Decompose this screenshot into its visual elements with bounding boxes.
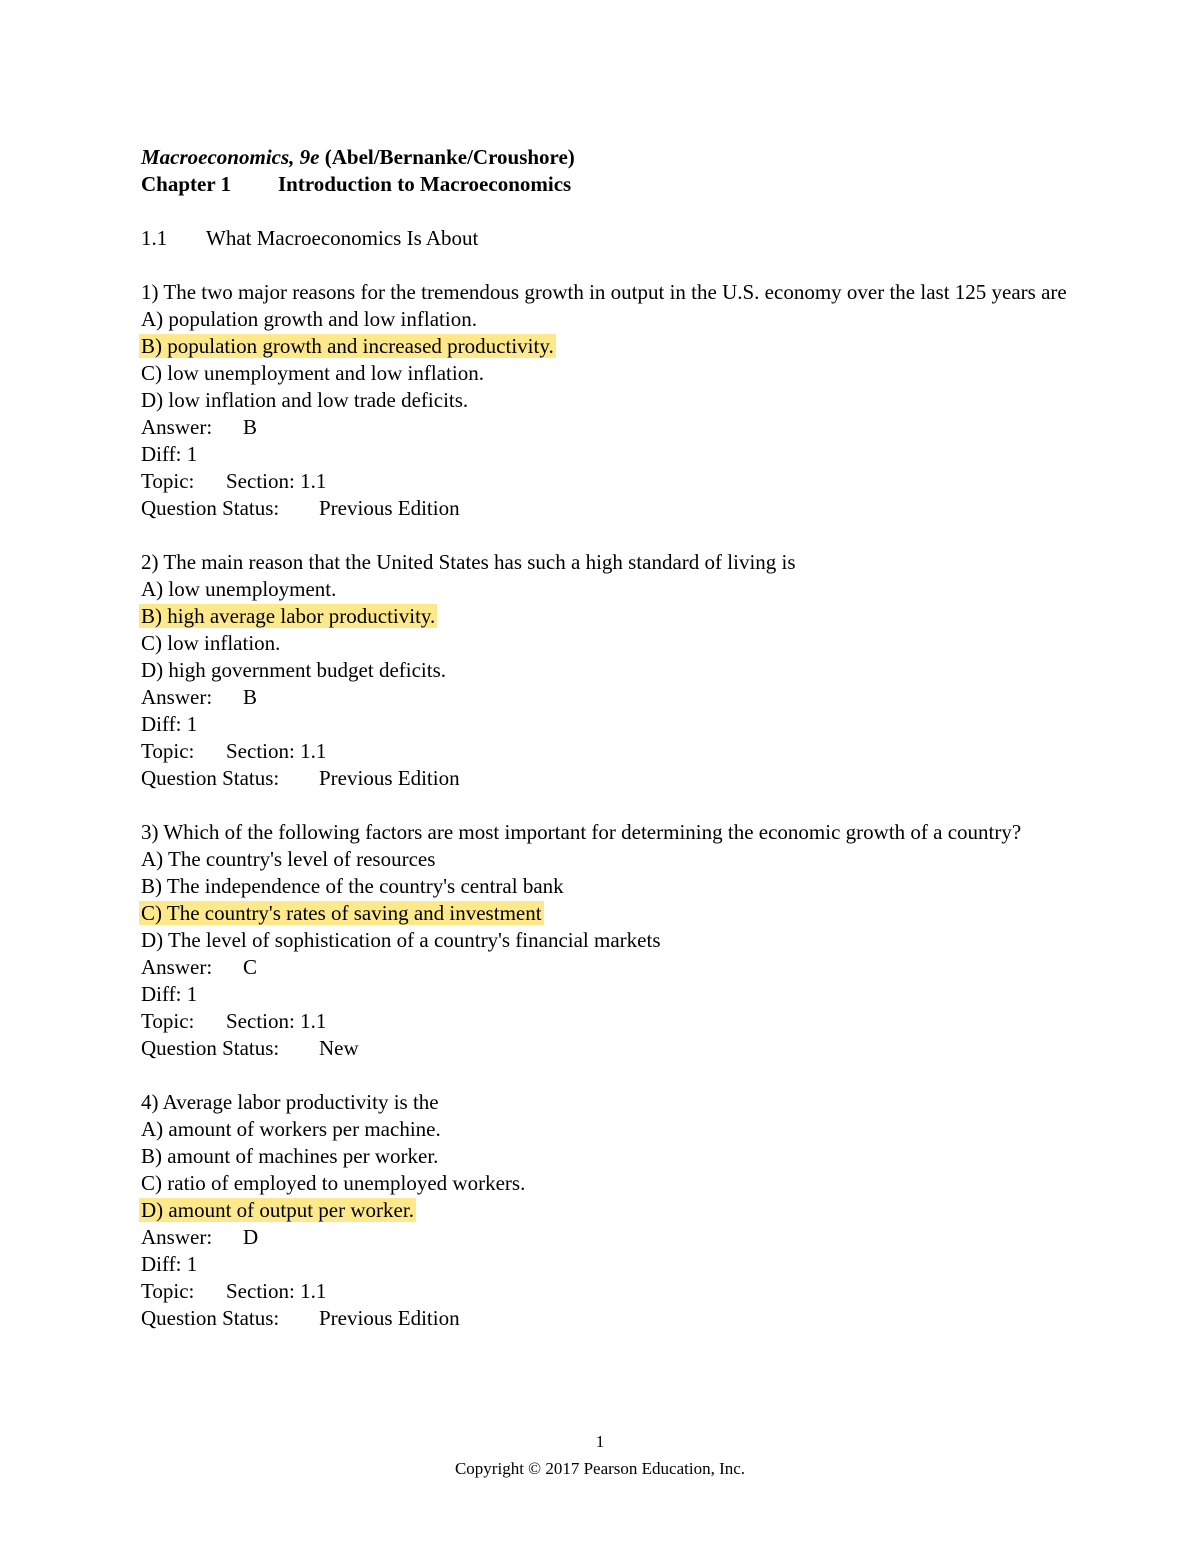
section-title: What Macroeconomics Is About	[206, 226, 479, 250]
answer-value: C	[243, 955, 258, 979]
topic-value: Section: 1.1	[226, 469, 327, 493]
chapter-title: Introduction to Macroeconomics	[278, 172, 572, 196]
highlighted-correct-option: B) high average labor productivity.	[141, 604, 436, 628]
copyright-footer: Copyright © 2017 Pearson Education, Inc.	[454, 1459, 746, 1478]
diff-line: Diff: 1	[141, 1252, 198, 1276]
status-value: Previous Edition	[319, 766, 460, 790]
spacer	[141, 792, 1071, 819]
highlighted-correct-option: D) amount of output per worker.	[141, 1198, 414, 1222]
spacer	[141, 522, 1071, 549]
option-c	[141, 900, 1071, 927]
question-stem: 1) The two major reasons for the tremendous growth in output in the U.S. economy over the last 125 years are	[141, 280, 1067, 304]
answer-line: Answer: B	[141, 415, 258, 439]
option-c: C) low unemployment and low inflation.	[141, 361, 484, 385]
answer-value: D	[243, 1225, 259, 1249]
answer-line: Answer: D	[141, 1225, 259, 1249]
option-b: B) The independence of the country's central bank	[141, 874, 564, 898]
question-2	[141, 549, 1071, 792]
chapter-heading	[141, 171, 1071, 198]
status-line: Question Status: New	[141, 1036, 359, 1060]
topic-line: Topic: Section: 1.1	[141, 1279, 327, 1303]
topic-value: Section: 1.1	[226, 1009, 327, 1033]
diff-line: Diff: 1	[141, 982, 198, 1006]
book-authors: (Abel/Bernanke/Croushore)	[324, 145, 575, 169]
option-d: D) The level of sophistication of a country's financial markets	[141, 928, 661, 952]
option-d: D) high government budget deficits.	[141, 658, 447, 682]
question-4	[141, 1089, 1071, 1332]
answer-value: B	[243, 415, 258, 439]
option-c: C) ratio of employed to unemployed workers.	[141, 1171, 526, 1195]
answer-line: Answer: B	[141, 685, 258, 709]
diff-line: Diff: 1	[141, 442, 198, 466]
answer-value: B	[243, 685, 258, 709]
option-a: A) population growth and low inflation.	[141, 307, 477, 331]
option-b: B) amount of machines per worker.	[141, 1144, 439, 1168]
section-heading	[141, 225, 1071, 252]
option-c: C) low inflation.	[141, 631, 281, 655]
option-d: D) low inflation and low trade deficits.	[141, 388, 469, 412]
highlighted-correct-option: C) The country's rates of saving and investment	[141, 901, 542, 925]
spacer	[141, 252, 1071, 279]
status-line: Question Status: Previous Edition	[141, 1306, 460, 1330]
topic-line: Topic: Section: 1.1	[141, 1009, 327, 1033]
topic-line: Topic: Section: 1.1	[141, 739, 327, 763]
diff-line: Diff: 1	[141, 712, 198, 736]
option-b	[141, 603, 1071, 630]
spacer	[141, 1062, 1071, 1089]
question-1	[141, 279, 1071, 522]
page-number: 1	[595, 1432, 605, 1451]
status-value: New	[319, 1036, 359, 1060]
option-a: A) The country's level of resources	[141, 847, 436, 871]
topic-line: Topic: Section: 1.1	[141, 469, 327, 493]
status-line: Question Status: Previous Edition	[141, 766, 460, 790]
book-title: Macroeconomics, 9e	[141, 145, 320, 169]
status-line: Question Status: Previous Edition	[141, 496, 460, 520]
option-d	[141, 1197, 1071, 1224]
book-title-line	[141, 144, 1071, 171]
question-stem: 4) Average labor productivity is the	[141, 1090, 439, 1114]
option-a: A) amount of workers per machine.	[141, 1117, 441, 1141]
question-stem: 3) Which of the following factors are most important for determining the economic growth of a country?	[141, 820, 1022, 844]
status-value: Previous Edition	[319, 496, 460, 520]
status-value: Previous Edition	[319, 1306, 460, 1330]
answer-line: Answer: C	[141, 955, 258, 979]
document-body	[141, 144, 1071, 1332]
topic-value: Section: 1.1	[226, 739, 327, 763]
section-number: 1.1	[141, 226, 168, 250]
chapter-label: Chapter 1	[141, 172, 232, 196]
question-stem: 2) The main reason that the United States has such a high standard of living is	[141, 550, 796, 574]
option-b	[141, 333, 1071, 360]
option-a: A) low unemployment.	[141, 577, 337, 601]
highlighted-correct-option: B) population growth and increased productivity.	[141, 334, 554, 358]
question-3	[141, 819, 1071, 1062]
spacer	[141, 198, 1071, 225]
topic-value: Section: 1.1	[226, 1279, 327, 1303]
